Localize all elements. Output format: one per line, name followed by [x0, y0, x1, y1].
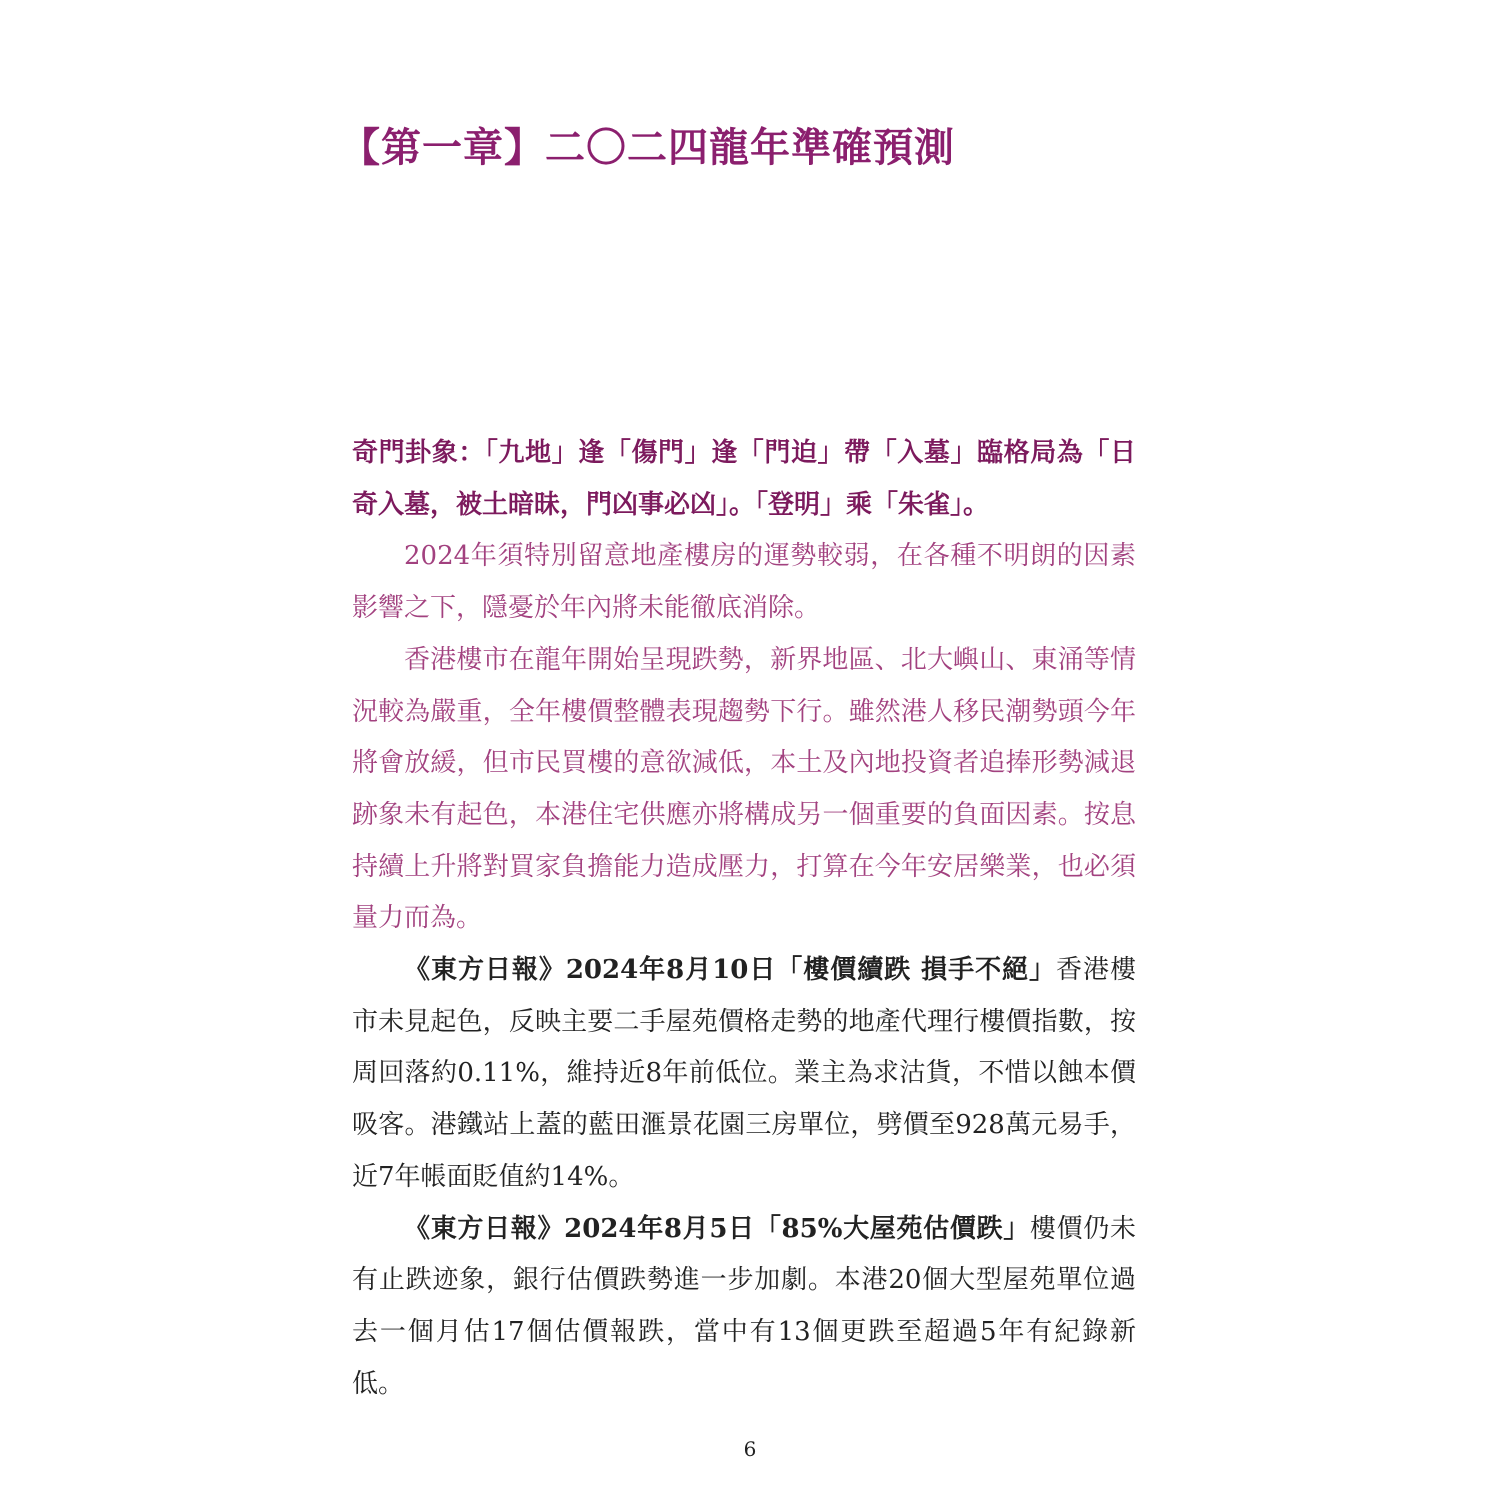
- chapter-title: 【第一章】二〇二四龍年準確預測: [340, 124, 955, 171]
- body-text: [352, 428, 1136, 1410]
- news-body-1: 香港樓市未見起色，反映主要二手屋苑價格走勢的地產代理行樓價指數，按周回落約0.11%，維持近8年前低位。業主為求沽貨，不惜以蝕本價吸客。港鐵站上蓋的藍田滙景花園三房單位，劈價至928萬元易手，近7年帳面貶值約14%。: [352, 955, 1136, 1192]
- paragraph-property-outlook: 2024年須特別留意地產樓房的運勢較弱，在各種不明朗的因素影響之下，隱憂於年內將未能徹底消除。: [352, 541, 1136, 624]
- news-headline-1: 《東方日報》2024年8月10日「樓價續跌 損手不絕」: [404, 955, 1057, 986]
- page-number: 6: [743, 1437, 757, 1461]
- news-headline-2: 《東方日報》2024年8月5日「85%大屋苑估價跌」: [404, 1213, 1030, 1244]
- news-body-2: 樓價仍未有止跌迹象，銀行估價跌勢進一步加劇。本港20個大型屋苑單位過去一個月估17個估價報跌，當中有13個更跌至超過5年有紀錄新低。: [352, 1213, 1136, 1399]
- qimen-heading: 奇門卦象：「九地」逢「傷門」逢「門迫」帶「入墓」臨格局為「日奇入墓，被土暗昧，門凶事必凶」。「登明」乘「朱雀」。: [352, 438, 1136, 520]
- paragraph-market-trend: 香港樓市在龍年開始呈現跌勢，新界地區、北大嶼山、東涌等情況較為嚴重，全年樓價整體表現趨勢下行。雖然港人移民潮勢頭今年將會放緩，但市民買樓的意欲減低，本土及內地投資者追捧形勢減退跡象未有起色，本港住宅供應亦將構成另一個重要的負面因素。按息持續上升將對買家負擔能力造成壓力，打算在今年安居樂業，也必須量力而為。: [352, 644, 1136, 934]
- news-item-1: [352, 945, 1136, 1204]
- news-item-2: [352, 1204, 1136, 1411]
